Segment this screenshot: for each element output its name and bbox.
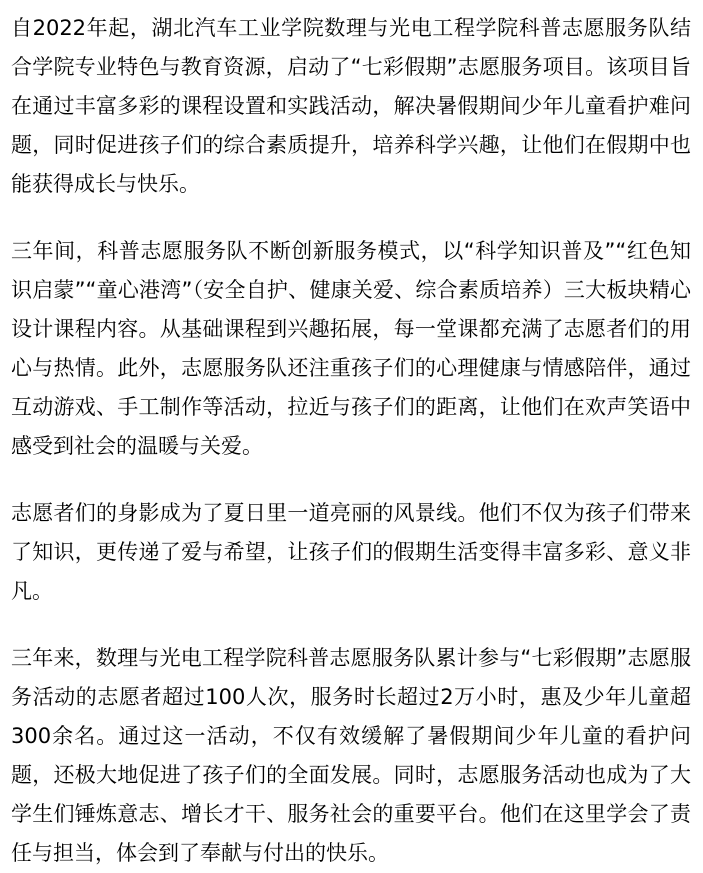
paragraph-project-intro: 自2022年起，湖北汽车工业学院数理与光电工程学院科普志愿服务队结合学院专业特色与教育资源，启动了“七彩假期”志愿服务项目。该项目旨在通过丰富多彩的课程设置和实践活动，解决暑假期间少年儿童看护难问题，同时促进孩子们的综合素质提升，培养科学兴趣，让他们在假期中也能获得成长与快乐。 [11,16,691,196]
paragraph-three-year-summary: 三年来，数理与光电工程学院科普志愿服务队累计参与“七彩假期”志愿服务活动的志愿者超过100人次，服务时长超过2万小时，惠及少年儿童超300余名。通过这一活动，不仅有效缓解了暑假期间少年儿童的看护问题，还极大地促进了孩子们的全面发展。同时，志愿服务活动也成为了大学生们锤炼意志、增长才干、服务社会的重要平台。他们在这里学会了责任与担当，体会到了奉献与付出的快乐。 [11,646,691,865]
paragraph-service-model: 三年间，科普志愿服务队不断创新服务模式，以“科学知识普及”“红色知识启蒙”“童心港湾”（安全自护、健康关爱、综合素质培养）三大板块精心设计课程内容。从基础课程到兴趣拓展，每一堂课都充满了志愿者们的用心与热情。此外，志愿服务队还注重孩子们的心理健康与情感陪伴，通过互动游戏、手工制作等活动，拉近与孩子们的距离，让他们在欢声笑语中感受到社会的温暖与关爱。 [11,239,691,458]
paragraph-volunteer-impact: 志愿者们的身影成为了夏日里一道亮丽的风景线。他们不仅为孩子们带来了知识，更传递了爱与希望，让孩子们的假期生活变得丰富多彩、意义非凡。 [11,501,691,603]
